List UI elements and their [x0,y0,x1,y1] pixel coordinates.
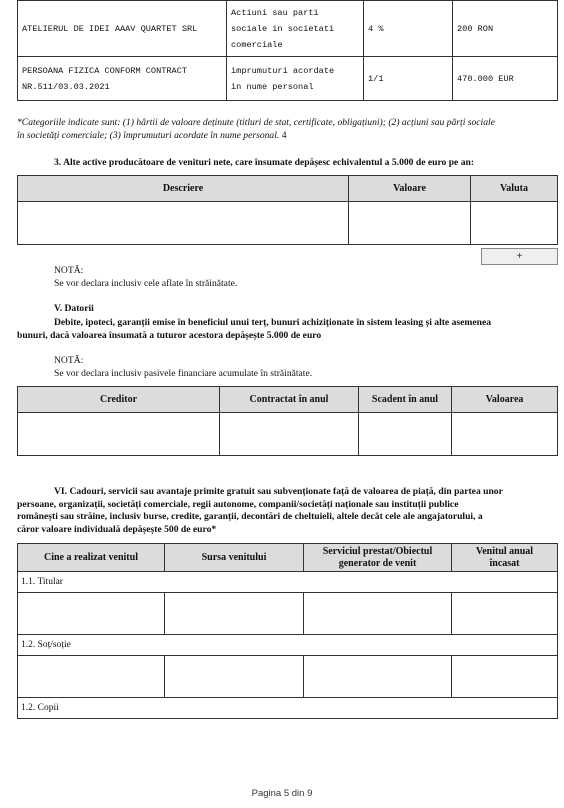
group-row-sot: 1.2. Soț/soție [18,635,558,656]
table-row [18,57,558,101]
nota-text: Se vor declara inclusiv cele aflate în străinătate. [54,278,238,289]
nota-label: NOTĂ: [54,265,84,276]
section-5-body: Debite, ipoteci, garanții emise în beneficiul unui terț, bunuri achiziționate în sistem leasing și alte asemenea bunuri, dacă valoarea însumată a tuturor acestora depășește 5.000 de euro [17,317,492,341]
col-header-valoarea: Valoarea [452,387,558,413]
lender-name-cell: PERSOANA FIZICA CONFORM CONTRACT NR.511/03.03.2021 [18,57,227,101]
empty-cell [452,656,558,698]
add-row-button[interactable]: + [481,248,558,265]
other-assets-table [17,175,558,245]
empty-cell [304,656,452,698]
col-header-serviciul: Serviciul prestat/Obiectul generator de venit [304,544,452,572]
empty-cell [452,413,558,456]
col-header-descriere: Descriere [18,176,349,202]
col-header-cine: Cine a realizat venitul [18,544,165,572]
section-3-title: 3. Alte active producătoare de venituri nete, care însumate depășesc echivalentul a 5.000 de euro pe an: [54,157,475,168]
empty-cell [220,413,359,456]
table-row [18,1,558,57]
empty-cell [359,413,452,456]
empty-cell [304,593,452,635]
nota-label: NOTĂ: [54,355,84,366]
empty-cell [18,656,165,698]
empty-cell [165,656,304,698]
empty-cell [18,593,165,635]
group-row-titular: 1.1. Titular [18,572,558,593]
categories-footnote: *Categoriile indicate sunt: (1) hârtii de valoare deținute (titluri de stat, certificate, obligațiuni); (2) acțiuni sau părți sociale în societăți comerciale; (3) împrumuturi acordate în nume personal. 4 [17,117,495,141]
asset-value: 200 RON [453,1,558,57]
col-header-creditor: Creditor [18,387,220,413]
col-header-contractat: Contractat în anul [220,387,359,413]
col-header-valuta: Valuta [471,176,558,202]
debts-table [17,386,558,456]
group-row-copii: 1.2. Copii [18,698,558,719]
empty-cell [18,202,349,245]
assets-table [17,0,558,101]
table-row [18,202,558,245]
share-count: 4 % [364,1,453,57]
col-header-venitul: Venitul anual încasat [452,544,558,572]
table-row [18,413,558,456]
col-header-scadent: Scadent în anul [359,387,452,413]
col-header-valoare: Valoare [349,176,471,202]
nota-text: Se vor declara inclusiv pasivele financiare acumulate în străinătate. [54,368,313,379]
empty-cell [471,202,558,245]
asset-value: 470.000 EUR [453,57,558,101]
empty-cell [349,202,471,245]
empty-cell [452,593,558,635]
company-name: ATELIERUL DE IDEI AAAV QUARTET SRL [18,1,227,57]
col-header-sursa: Sursa venitului [165,544,304,572]
page-number: Pagina 5 din 9 [251,788,313,799]
gifts-table [17,543,558,719]
asset-type-cell: Actiuni sau parti sociale in societati comerciale [227,1,364,57]
asset-type-cell: imprumuturi acordate in nume personal [227,57,364,101]
table-row [18,593,558,635]
share-count: 1/1 [364,57,453,101]
section-6-title: VI. Cadouri, servicii sau avantaje primite gratuit sau subvenționate față de valoarea de piață, din partea unor persoane, organizații, societăți comerciale, regii autonome, companii/societăți naționale sau instituții publice românești sau străine, inclusiv burse, credite, garanții, decontări de cheltuieli, altele decât cele ale angajatorului, a căror valoare individuală depășește 500 de euro* [17,486,503,535]
table-row [18,656,558,698]
section-5-title: V. Datorii [54,303,94,314]
empty-cell [165,593,304,635]
empty-cell [18,413,220,456]
